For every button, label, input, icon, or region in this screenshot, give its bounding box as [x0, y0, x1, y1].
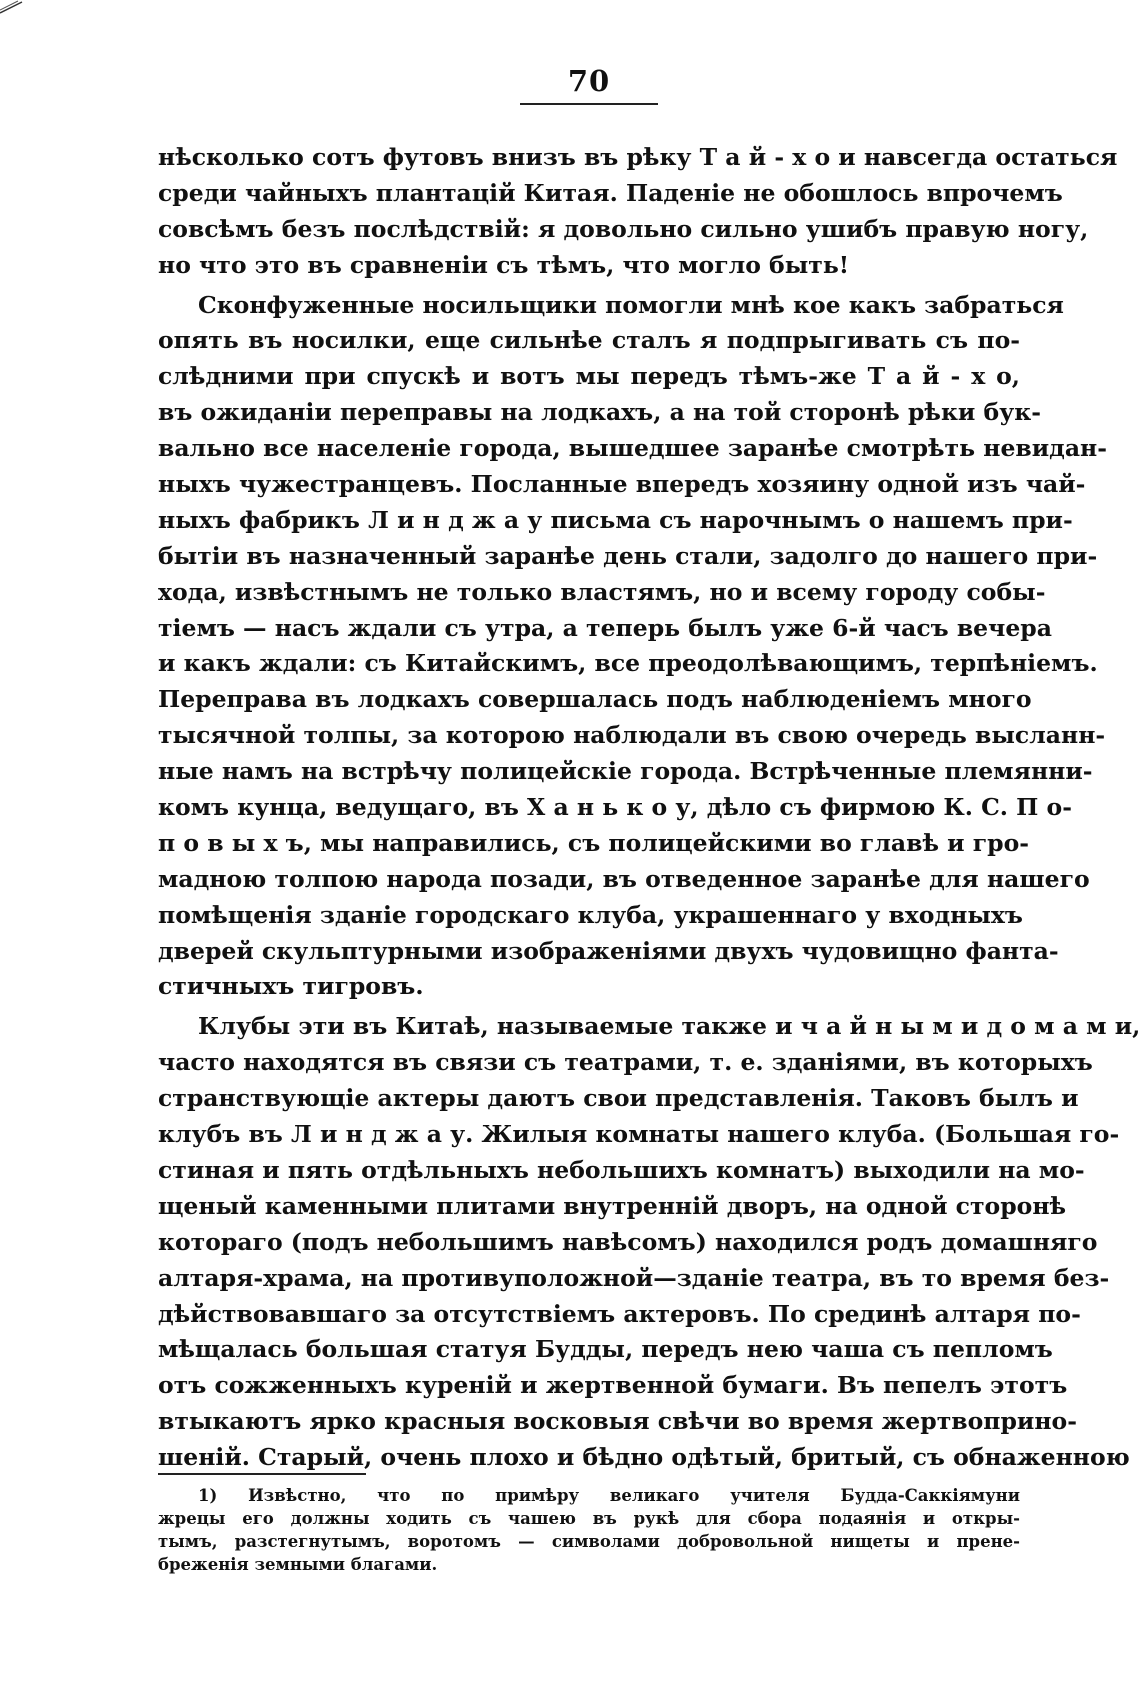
text-line: часто находятся въ связи съ театрами, т. е. зданіями, въ которыхъ	[158, 1048, 1093, 1077]
text-line: котораго (подъ небольшимъ навѣсомъ) находился родъ домашняго	[158, 1227, 1098, 1256]
text-line: но что это въ сравненіи съ тѣмъ, что могло быть!	[158, 250, 850, 279]
text-line: дѣйствовавшаго за отсутствіемъ актеровъ. По срединѣ алтаря по-	[158, 1299, 1081, 1328]
text-line: нѣсколько сотъ футовъ внизъ въ рѣку Т а й - х о и навсегда остаться	[158, 143, 1118, 171]
text-line: п о в ы х ъ, мы направились, съ полицейскими во главѣ и гро-	[158, 828, 1030, 857]
text-line: тіемъ — насъ ждали съ утра, а теперь былъ уже 6-й часъ вечера	[158, 613, 1052, 642]
text-line: ныхъ фабрикъ Л и н д ж а у письма съ нарочнымъ о нашемъ при-	[158, 505, 1073, 534]
text-line: отъ сожженныхъ куреній и жертвенной бумаги. Въ пепелъ этотъ	[158, 1371, 1068, 1400]
footnote-line: бреженія земными благами.	[158, 1555, 438, 1574]
scan-corner-mark	[0, 0, 24, 14]
body-text	[158, 140, 1140, 1476]
text-line: совсѣмъ безъ послѣдствій: я довольно сильно ушибъ правую ногу,	[158, 214, 1089, 243]
text-line: ныхъ чужестранцевъ. Посланные впередъ хозяину одной изъ чай-	[158, 470, 1086, 499]
text-line: вально все населеніе города, вышедшее заранѣе смотрѣть невидан-	[158, 434, 1107, 463]
text-line: и какъ ждали: съ Китайскимъ, все преодолѣвающимъ, терпѣніемъ.	[158, 649, 1098, 678]
text-line: стиная и пять отдѣльныхъ небольшихъ комнатъ) выходили на мо-	[158, 1155, 1085, 1184]
text-line: втыкаютъ ярко красныя восковыя свѣчи во время жертвоприно-	[158, 1407, 1077, 1436]
text-line: Переправа въ лодкахъ совершалась подъ наблюденіемъ много	[158, 685, 1032, 714]
text-line: алтаря-храма, на противуположной—зданіе театра, въ то время без-	[158, 1263, 1110, 1292]
footnote-line: 1) Извѣстно, что по примѣру великаго учителя Будда-Саккіямуни	[198, 1486, 1020, 1505]
page-number-rule	[520, 103, 658, 105]
footnote-line: тымъ, разстегнутымъ, воротомъ — символами добровольной нищеты и прене-	[158, 1532, 1020, 1551]
text-line: стичныхъ тигровъ.	[158, 972, 424, 1001]
text-line: ные намъ на встрѣчу полицейскіе города. Встрѣченные племянни-	[158, 757, 1093, 786]
text-line: слѣдними при спускѣ и вотъ мы передъ тѣмъ-же Т а й - х о,	[158, 362, 1020, 391]
text-line: шеній. Старый, очень плохо и бѣдно одѣтый, бритый, съ обнаженною	[158, 1443, 1130, 1472]
text-line: странствующіе актеры даютъ свои представленія. Таковъ былъ и	[158, 1084, 1079, 1113]
text-line: въ ожиданіи переправы на лодкахъ, а на той сторонѣ рѣки бук-	[158, 398, 1041, 427]
text-line: клубъ въ Л и н д ж а у. Жилыя комнаты нашего клуба. (Большая го-	[158, 1120, 1120, 1149]
text-line: дверей скульптурными изображеніями двухъ чудовищно фанта-	[158, 936, 1059, 965]
footnote-block	[158, 1484, 1020, 1576]
page-number: 70	[567, 64, 611, 98]
text-line: щеный каменными плитами внутренній дворъ, на одной сторонѣ	[158, 1191, 1067, 1220]
text-line: помѣщенія зданіе городскаго клуба, украшеннаго у входныхъ	[158, 900, 1023, 929]
text-line: Сконфуженные носильщики помогли мнѣ кое какъ забраться	[198, 290, 1064, 319]
text-line: Клубы эти въ Китаѣ, называемые также и ч а й н ы м и д о м а м и,	[198, 1012, 1140, 1041]
text-line: мѣщалась большая статуя Будды, передъ нею чаша съ пепломъ	[158, 1335, 1053, 1364]
text-line: среди чайныхъ плантацій Китая. Паденіе не обошлось впрочемъ	[158, 178, 1063, 207]
footnote-line: жрецы его должны ходить съ чашею въ рукѣ для сбора подаянія и откры-	[158, 1509, 1020, 1528]
footnote-rule	[158, 1473, 366, 1475]
text-line: хода, извѣстнымъ не только властямъ, но и всему городу собы-	[158, 577, 1046, 606]
text-line: тысячной толпы, за которою наблюдали въ свою очередь высланн-	[158, 721, 1106, 750]
text-line: бытіи въ назначенный заранѣе день стали, задолго до нашего при-	[158, 541, 1098, 570]
text-line: опять въ носилки, еще сильнѣе сталъ я подпрыгивать съ по-	[158, 326, 1020, 355]
text-line: мадною толпою народа позади, въ отведенное заранѣе для нашего	[158, 864, 1090, 893]
text-line: комъ кунца, ведущаго, въ Х а н ь к о у, дѣло съ фирмою К. С. П о-	[158, 793, 1072, 822]
